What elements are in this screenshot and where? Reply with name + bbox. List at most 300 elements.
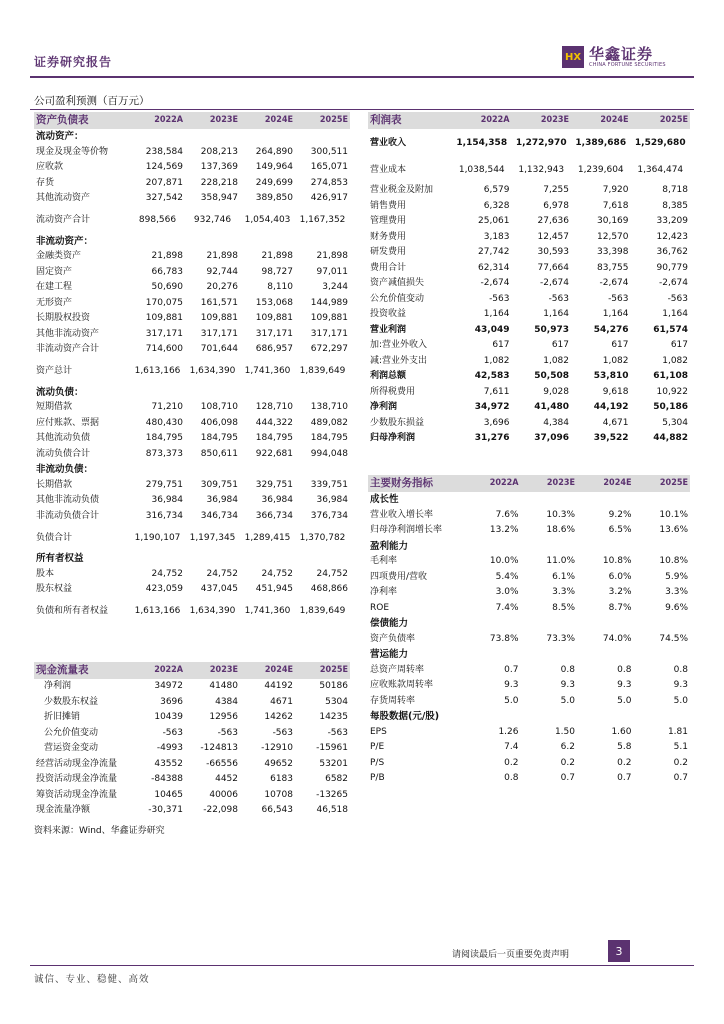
table-cell: 7,920 [602,185,629,196]
table-row [34,695,350,711]
table-cell: 358,947 [200,193,238,204]
table-cell: 10465 [154,789,183,800]
header-divider [30,76,694,78]
table-row [34,160,350,176]
table-cell: 0.7 [504,664,519,675]
row-label: 四项费用/营收 [370,571,428,582]
table-cell: 0.7 [560,773,575,784]
row-label: 金融类资产 [36,251,82,262]
column-header: 2025E [634,475,691,492]
table-cell: 7,255 [543,185,569,196]
column-header: 2022A [452,112,512,129]
table-cell: 153,068 [255,297,293,308]
table-cell: 714,600 [145,344,183,355]
table-cell: 27,742 [478,247,510,258]
row-label: 筹资活动现金净流量 [36,789,118,800]
table-cell: 1,082 [662,355,688,366]
table-cell: 0.2 [673,757,688,768]
table-cell: 98,727 [261,266,293,277]
table-cell: 9,028 [543,386,569,397]
table-cell: 53201 [319,758,348,769]
table-row [34,191,350,207]
row-label: 现金及现金等价物 [36,146,109,157]
table-cell: 346,734 [200,510,238,521]
row-label: 成长性 [370,494,399,506]
table-cell: -4993 [156,743,183,754]
row-label: 其他非流动资产 [36,328,100,339]
table-row [368,523,690,539]
table-cell: 21,898 [316,251,348,262]
table-cell: 1,082 [543,355,569,366]
table-row [34,493,350,509]
table-cell: 128,710 [255,402,293,413]
table-cell: 0.7 [673,773,688,784]
table-cell: 617 [670,340,688,351]
table-cell: -22,098 [203,805,238,816]
table-cell: 5.0 [673,695,688,706]
table-cell: 41,480 [534,402,569,413]
table-row [34,327,350,343]
table-cell: 170,075 [145,297,183,308]
table-cell: 1,741,360 [244,366,291,376]
table-row [34,524,350,551]
row-label: 长期借款 [36,479,73,490]
table-cell: 9.2% [608,509,632,520]
table-title: 现金流量表 [34,662,130,679]
table-row [34,296,350,312]
table-cell: 1,164 [543,309,569,320]
table-cell: 7,618 [602,200,629,211]
table-cell: 18.6% [546,525,575,536]
row-label: 营业税金及附加 [370,185,434,196]
row-label: 资产减值损失 [370,278,425,289]
table-row [368,570,690,586]
row-label: 资产总计 [36,366,73,376]
column-header: 2022A [464,475,521,492]
row-label: 每股数据(元/股) [370,711,440,723]
row-label: 少数股东权益 [44,696,99,707]
row-label: 股本 [36,568,55,579]
table-cell: -2,674 [480,278,510,289]
table-title: 主要财务指标 [368,475,464,492]
table-cell: 6.1% [552,571,575,582]
table-cell: 1,082 [483,355,510,366]
table-cell: 1,054,403 [244,215,291,225]
table-cell: 208,213 [200,146,238,157]
table-cell: 0.8 [617,664,632,675]
table-row [34,788,350,804]
row-label: 应付账款、票据 [36,417,100,428]
row-label: 其他流动资产 [36,193,91,204]
table-row [34,280,350,296]
column-header: 2024E [240,662,295,679]
table-row [368,756,690,772]
table-row [34,679,350,695]
table-cell: 309,751 [200,479,238,490]
table-cell: 77,664 [537,262,569,273]
table-cell: 44,192 [593,402,629,413]
row-label: 股东权益 [36,584,73,595]
table-cell: 1,389,686 [575,137,627,148]
balance-sheet-table [34,112,350,625]
table-cell: 9.3 [617,680,632,691]
table-cell: 686,957 [255,344,293,355]
table-cell: 300,511 [310,146,348,157]
table-cell: 144,989 [310,297,348,308]
table-cell: 5.0 [504,695,519,706]
table-cell: 39,522 [593,433,629,444]
table-cell: 30,593 [537,247,569,258]
table-cell: 83,755 [597,262,629,273]
table-row [368,199,690,215]
row-label: P/S [370,757,385,768]
table-cell: -30,371 [148,805,183,816]
table-cell: 36,984 [261,495,293,506]
table-cell: 44,882 [653,433,688,444]
table-cell: 1.26 [498,726,519,737]
table-cell: 451,945 [255,584,293,595]
table-cell: 9.6% [665,602,688,613]
table-cell: 21,898 [261,251,293,262]
section-row [368,616,690,632]
table-cell: 71,210 [151,402,183,413]
financial-ratios-table [368,475,690,787]
row-label: 资产负债率 [370,633,416,644]
table-cell: 480,430 [145,417,183,428]
table-cell: 149,964 [255,162,293,173]
row-label: 费用合计 [370,262,407,273]
table-cell: 9.3 [560,680,575,691]
row-label: 流动资产合计 [36,215,91,225]
table-row [368,276,690,292]
table-cell: 53,810 [593,371,629,382]
table-cell: 366,734 [255,510,293,521]
table-cell: 90,779 [656,262,688,273]
row-label: 营业利润 [370,324,407,335]
row-label: 存货 [36,177,55,188]
table-cell: 7.4% [495,602,519,613]
table-row [34,757,350,773]
row-label: EPS [370,726,387,737]
table-cell: 8.7% [608,602,632,613]
row-label: 公允价值变动 [370,293,425,304]
table-cell: 701,644 [200,344,238,355]
column-header: 2023E [185,112,240,129]
table-caption: 公司盈利预测（百万元） [34,95,150,107]
table-cell: 21,898 [151,251,183,262]
table-cell: 27,636 [537,216,569,227]
table-cell: 62,314 [478,262,510,273]
table-row [34,358,350,385]
table-cell: 1.81 [667,726,688,737]
table-cell: 5.0 [560,695,575,706]
table-cell: 50,508 [534,371,569,382]
table-cell: -13265 [316,789,348,800]
table-cell: 54,276 [593,324,629,335]
table-cell: -563 [667,293,688,304]
table-cell: 932,746 [193,215,232,225]
table-cell: -124813 [200,743,238,754]
table-cell: 184,795 [145,433,183,444]
row-label: 财务费用 [370,231,407,242]
section-row [34,551,350,567]
column-header: 2024E [571,112,631,129]
table-cell: -563 [489,293,510,304]
table-cell: 109,881 [200,313,238,324]
table-cell: 24,752 [261,568,293,579]
table-header-row [368,112,690,129]
table-cell: 184,795 [310,433,348,444]
table-cell: 873,373 [145,448,183,459]
table-cell: 5.8 [617,742,632,753]
table-cell: 423,059 [145,584,183,595]
table-cell: -563 [327,727,348,738]
table-row [34,207,350,234]
table-cell: 12,423 [656,231,688,242]
table-cell: 92,744 [206,266,238,277]
table-row [34,311,350,327]
table-cell: 3.2% [608,587,632,598]
table-cell: -84388 [151,774,183,785]
table-cell: 617 [551,340,569,351]
row-label: 公允价值变动 [44,727,99,738]
section-row [34,385,350,401]
row-label: 营运能力 [370,649,409,661]
row-label: 长期股权投资 [36,313,91,324]
row-label: 研发费用 [370,247,407,258]
table-cell: 1,613,166 [134,366,181,376]
table-row [368,183,690,199]
table-cell: 406,098 [200,417,238,428]
table-row [368,585,690,601]
table-cell: 1,634,390 [189,366,236,376]
table-row [368,416,690,432]
table-cell: 0.2 [560,757,575,768]
table-cell: 24,752 [316,568,348,579]
table-cell: 327,542 [145,193,183,204]
table-row [368,156,690,183]
table-cell: 25,061 [478,216,510,227]
table-cell: 3,696 [483,417,510,428]
table-cell: 37,096 [534,433,569,444]
row-label: 营运资金变动 [44,743,99,754]
row-label: 流动负债合计 [36,448,91,459]
row-label: 减:营业外支出 [370,355,428,366]
table-row [368,230,690,246]
table-cell: -2,674 [539,278,569,289]
table-row [34,567,350,583]
table-cell: 108,710 [200,402,238,413]
caption-divider [30,109,694,110]
table-cell: 49652 [264,758,293,769]
table-cell: 376,734 [310,510,348,521]
table-cell: 46,518 [316,805,348,816]
table-row [368,338,690,354]
income-statement-table [368,112,690,447]
table-cell: 44192 [264,681,293,692]
table-cell: 6.0% [608,571,632,582]
table-row [368,694,690,710]
section-row [34,234,350,250]
table-cell: 10439 [154,712,183,723]
column-header: 2024E [240,112,295,129]
table-cell: 61,574 [653,324,688,335]
table-cell: 12,457 [537,231,569,242]
table-cell: 24,752 [151,568,183,579]
table-row [368,369,690,385]
table-row [368,292,690,308]
table-cell: 1,038,544 [458,164,505,175]
row-label: 净利润 [44,681,72,692]
table-cell: 317,171 [145,328,183,339]
row-label: 流动资产： [36,131,84,143]
table-cell: 73.8% [489,633,519,644]
table-cell: 41480 [209,681,238,692]
column-header: 2023E [185,662,240,679]
table-cell: 489,082 [310,417,348,428]
table-cell: 3,244 [322,282,348,293]
row-label: 非流动负债合计 [36,510,100,521]
table-cell: 426,917 [310,193,348,204]
row-label: 归母净利润 [370,433,416,444]
company-logo [562,46,666,68]
row-label: 利润总额 [370,371,407,382]
row-label: 管理费用 [370,216,407,227]
table-cell: 389,850 [255,193,293,204]
table-cell: -2,674 [599,278,629,289]
table-cell: 317,171 [200,328,238,339]
table-cell: 0.8 [560,664,575,675]
table-row [368,554,690,570]
table-row [34,400,350,416]
table-cell: 109,881 [145,313,183,324]
row-label: 经营活动现金净流量 [36,758,118,769]
row-label: 负债和所有者权益 [36,606,109,616]
table-cell: 1,289,415 [244,532,291,543]
table-cell: 34,972 [474,402,510,413]
report-header-title: 证券研究报告 [34,55,113,69]
table-cell: 50,973 [534,324,569,335]
column-header: 2025E [631,112,691,129]
table-cell: 10.3% [546,509,575,520]
table-row [368,725,690,741]
column-header: 2023E [521,475,578,492]
table-cell: 11.0% [546,556,575,567]
table-cell: 850,611 [200,448,238,459]
table-cell: 8,718 [662,185,688,196]
table-cell: 33,209 [656,216,688,227]
row-label: 短期借款 [36,402,73,413]
row-label: 非流动资产： [36,235,94,247]
table-row [34,342,350,358]
disclaimer-note: 请阅读最后一页重要免责声明 [452,950,570,960]
table-cell: 6582 [325,774,348,785]
table-cell: 50,186 [653,402,688,413]
page-number: 3 [608,940,630,962]
section-row [368,492,690,508]
table-cell: 1,197,345 [189,532,236,543]
row-label: 所得税费用 [370,386,416,397]
table-cell: -563 [162,727,183,738]
table-cell: 10.1% [659,509,688,520]
table-cell: 124,569 [145,162,183,173]
table-row [368,307,690,323]
table-cell: 137,369 [200,162,238,173]
section-row [368,647,690,663]
section-row [34,462,350,478]
section-row [368,539,690,555]
table-cell: 74.5% [659,633,688,644]
table-cell: 617 [492,340,510,351]
row-label: P/B [370,773,385,784]
table-cell: 73.3% [546,633,575,644]
table-cell: 66,783 [151,266,183,277]
row-label: 营业收入 [370,137,407,148]
table-row [368,400,690,416]
table-cell: 4671 [270,696,293,707]
table-cell: 1,839,649 [299,366,346,376]
table-cell: 994,048 [310,448,348,459]
table-cell: 7.4 [504,742,519,753]
row-label: 固定资产 [36,266,73,277]
logo-name-en: CHINA FORTUNE SECURITIES [589,62,666,68]
table-cell: 8.5% [552,602,575,613]
section-row [34,129,350,145]
table-row [34,598,350,625]
table-cell: 34972 [154,681,183,692]
footer-slogan: 诚信、专业、稳健、高效 [34,974,150,985]
table-cell: 4,384 [543,417,569,428]
table-row [368,214,690,230]
row-label: 毛利率 [370,556,398,567]
logo-icon: HX [562,46,584,68]
table-cell: 4452 [215,774,238,785]
table-row [34,741,350,757]
table-cell: 279,751 [145,479,183,490]
table-cell: 61,108 [653,371,688,382]
column-header: 2025E [295,112,350,129]
table-cell: 3,183 [483,231,510,242]
table-cell: 9,618 [602,386,629,397]
table-cell: 0.2 [617,757,632,768]
table-cell: 3.3% [552,587,575,598]
row-label: 加:营业外收入 [370,340,428,351]
table-cell: 13.2% [489,525,519,536]
row-label: 偿债能力 [370,618,409,630]
table-cell: 329,751 [255,479,293,490]
column-header: 2022A [130,662,185,679]
column-header: 2023E [512,112,572,129]
table-cell: 1,154,358 [456,137,508,148]
row-label: 净利润 [370,402,398,413]
table-row [34,582,350,598]
table-cell: 7,611 [483,386,510,397]
table-cell: 10.0% [489,556,519,567]
table-cell: -2,674 [658,278,688,289]
table-cell: 165,071 [310,162,348,173]
table-cell: 4384 [215,696,238,707]
table-cell: 1,164 [602,309,629,320]
table-row [368,632,690,648]
row-label: 净利率 [370,587,398,598]
table-cell: 3696 [160,696,183,707]
table-cell: 437,045 [200,584,238,595]
table-cell: 238,584 [145,146,183,157]
logo-name-cn: 华鑫证券 [589,45,654,63]
table-cell: 24,752 [206,568,238,579]
table-cell: 316,734 [145,510,183,521]
table-cell: 30,169 [597,216,629,227]
